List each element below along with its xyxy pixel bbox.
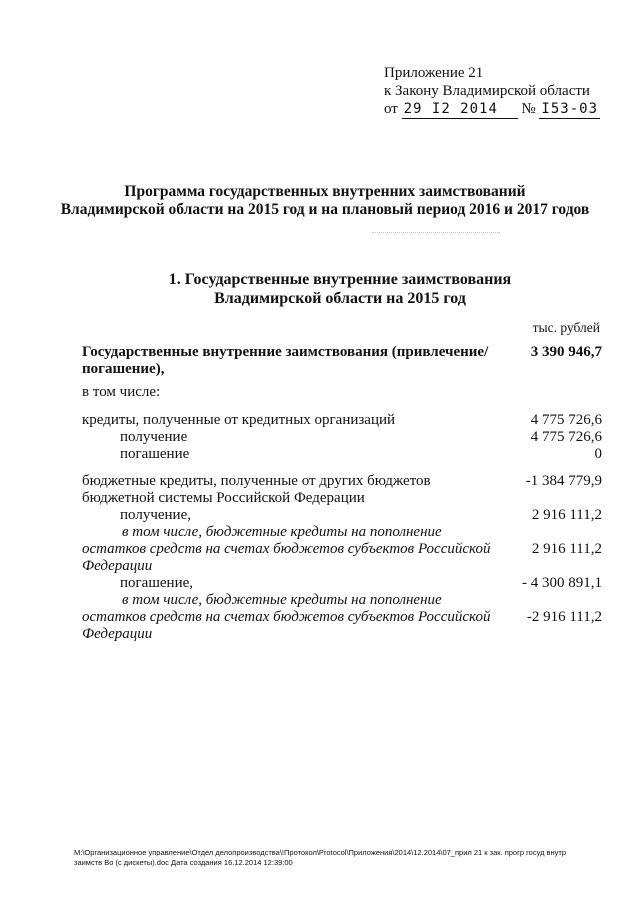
budget-credits-label-2: бюджетной системы Российской Федерации xyxy=(82,490,365,506)
credits-row xyxy=(82,412,602,429)
credits-value: 4 775 726,6 xyxy=(530,412,602,428)
including-row xyxy=(82,384,602,401)
budget-receipt-incl-row-2 xyxy=(82,541,602,558)
date-prefix: от xyxy=(384,101,398,117)
borrowings-table xyxy=(82,344,602,643)
budget-receipt-incl-row-3 xyxy=(82,558,602,575)
appendix-block xyxy=(384,64,624,119)
budget-receipt-incl-label-1: в том числе, бюджетные кредиты на пополнение xyxy=(122,524,442,540)
credits-repay-value: 0 xyxy=(594,446,602,462)
section-title-line-1: 1. Государственные внутренние заимствования xyxy=(168,271,512,288)
budget-repay-incl-row-3 xyxy=(82,626,602,643)
budget-credits-row-2 xyxy=(82,490,602,507)
budget-receipt-incl-row-1 xyxy=(82,524,602,541)
document-title-line-1: Программа государственных внутренних заимствований xyxy=(124,183,526,200)
credits-repay-row xyxy=(82,446,602,463)
units-label: тыс. рублей xyxy=(532,320,600,335)
credits-receipt-label: получение xyxy=(120,429,188,445)
budget-receipt-value: 2 916 111,2 xyxy=(531,507,602,523)
total-row xyxy=(82,344,602,378)
budget-repay-incl-row-1 xyxy=(82,592,602,609)
budget-repay-row xyxy=(82,575,602,592)
appendix-law-ref: к Закону Владимирской области xyxy=(384,83,590,99)
budget-credits-row xyxy=(82,473,602,490)
handwritten-number: I53-03 xyxy=(541,101,598,117)
budget-repay-incl-value: -2 916 111,2 xyxy=(526,609,602,625)
budget-receipt-label: получение, xyxy=(120,507,191,523)
section-title xyxy=(90,270,590,308)
footer-line-2: заимств Во (с дискеты).doc Дата создания 16.12.2014 12:39:00 xyxy=(74,858,293,867)
budget-receipt-incl-value: 2 916 111,2 xyxy=(531,541,602,557)
budget-repay-incl-label-1: в том числе, бюджетные кредиты на пополнение xyxy=(122,592,442,608)
footer-line-1: M:\Организационное управление\Отдел делопроизводства\!Протокол\Protocol\Приложения\2014\12.2014\07_прил 21 к зак. прогр госуд внутр xyxy=(74,848,567,857)
section-title-line-2: Владимирской области на 2015 год xyxy=(214,290,466,307)
scan-artifact xyxy=(372,232,500,235)
handwritten-date: 29 I2 2014 xyxy=(402,100,518,119)
appendix-date-number xyxy=(384,100,624,119)
budget-receipt-row xyxy=(82,507,602,524)
appendix-title: Приложение 21 xyxy=(384,65,484,81)
budget-repay-incl-label-2: остатков средств на счетах бюджетов субъектов Российской xyxy=(82,609,491,625)
budget-repay-incl-label-3: Федерации xyxy=(82,626,153,642)
budget-credits-label-1: бюджетные кредиты, полученные от других бюджетов xyxy=(82,473,431,489)
document-title xyxy=(40,183,610,219)
budget-receipt-incl-label-3: Федерации xyxy=(82,558,153,574)
budget-repay-value: - 4 300 891,1 xyxy=(522,575,602,591)
total-label: Государственные внутренние заимствования (привлечение/погашение), xyxy=(82,344,489,377)
budget-receipt-incl-label-2: остатков средств на счетах бюджетов субъектов Российской xyxy=(82,541,491,557)
including-label: в том числе: xyxy=(82,384,161,400)
file-path-footer xyxy=(74,848,614,868)
document-title-line-2: Владимирской области на 2015 год и на плановый период 2016 и 2017 годов xyxy=(60,201,590,218)
total-value: 3 390 946,7 xyxy=(530,344,602,360)
credits-receipt-value: 4 775 726,6 xyxy=(530,429,602,445)
credits-label: кредиты, полученные от кредитных организаций xyxy=(82,412,396,428)
budget-repay-incl-row-2 xyxy=(82,609,602,626)
credits-receipt-row xyxy=(82,429,602,446)
budget-credits-value: -1 384 779,9 xyxy=(525,473,602,489)
credits-repay-label: погашение xyxy=(120,446,190,462)
budget-repay-label: погашение, xyxy=(120,575,194,591)
number-sign: № xyxy=(521,101,536,117)
